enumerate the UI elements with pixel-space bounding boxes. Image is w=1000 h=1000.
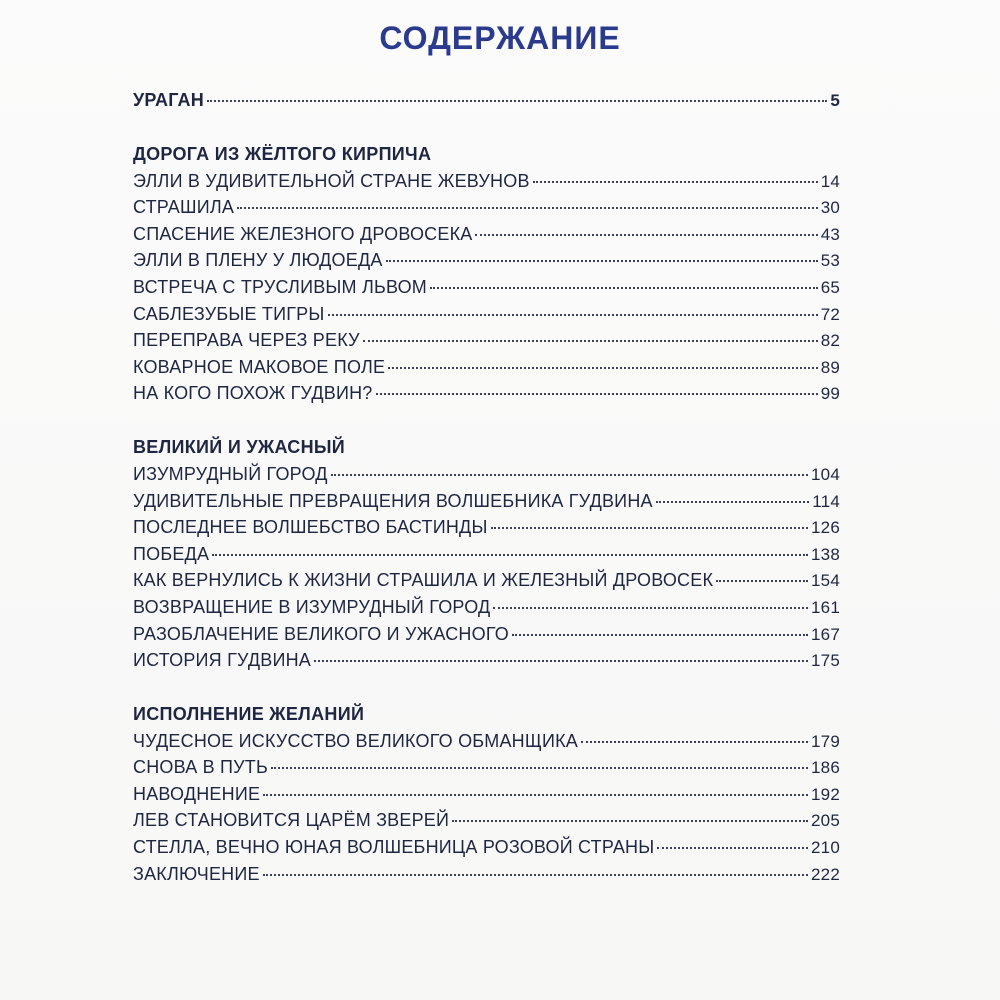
toc-entry-title: ВСТРЕЧА С ТРУСЛИВЫМ ЛЬВОМ [133, 276, 427, 297]
toc-entry [133, 274, 840, 301]
toc-entry [133, 354, 840, 381]
toc-entry [133, 567, 840, 594]
toc-entry-page: 5 [830, 91, 840, 110]
toc-entry [133, 514, 840, 541]
dot-leader [212, 554, 808, 556]
toc-entry-title: СПАСЕНИЕ ЖЕЛЕЗНОГО ДРОВОСЕКА [133, 223, 473, 244]
toc-entry [133, 834, 840, 861]
toc-entry-page: 175 [811, 651, 840, 671]
dot-leader [386, 260, 818, 262]
dot-leader [207, 100, 827, 102]
toc-entry [133, 807, 840, 834]
toc-entry [133, 461, 840, 488]
toc-entry-title: НАВОДНЕНИЕ [133, 783, 261, 804]
toc-entry [133, 594, 840, 621]
toc-entry-title: ЧУДЕСНОЕ ИСКУССТВО ВЕЛИКОГО ОБМАНЩИКА [133, 730, 578, 751]
toc-part [133, 701, 840, 888]
toc-entry-page: 65 [820, 277, 840, 297]
toc-prologue [133, 87, 840, 114]
toc-entry-title: ПОСЛЕДНЕЕ ВОЛШЕБСТВО БАСТИНДЫ [133, 517, 488, 538]
toc-entry [133, 754, 840, 781]
toc-entry-page: 222 [811, 864, 840, 884]
dot-leader [452, 820, 808, 822]
toc-entry-page: 186 [811, 758, 840, 778]
toc-entry-page: 104 [811, 464, 840, 484]
dot-leader [656, 501, 810, 503]
toc-entry-title: ИСТОРИЯ ГУДВИНА [133, 650, 311, 671]
toc-entry [133, 194, 840, 221]
toc-entry-title: ИЗУМРУДНЫЙ ГОРОД [133, 463, 328, 484]
toc-entry-page: 53 [820, 251, 840, 271]
toc-entry-page: 99 [820, 384, 840, 404]
dot-leader [263, 874, 808, 876]
part-heading: ИСПОЛНЕНИЕ ЖЕЛАНИЙ [133, 703, 365, 724]
toc-entry-title: САБЛЕЗУБЫЕ ТИГРЫ [133, 303, 325, 324]
toc-entry-page: 114 [812, 491, 840, 511]
toc-entry-page: 192 [811, 784, 840, 804]
dot-leader [271, 767, 808, 769]
toc-entry-title: ПЕРЕПРАВА ЧЕРЕЗ РЕКУ [133, 330, 360, 351]
toc-entry [133, 541, 840, 568]
toc-entry [133, 728, 840, 755]
dot-leader [363, 340, 818, 342]
dot-leader [716, 580, 808, 582]
toc-entry-title: ЗАКЛЮЧЕНИЕ [133, 863, 260, 884]
dot-leader [657, 847, 808, 849]
toc-entry [133, 247, 840, 274]
toc-entry-page: 14 [820, 171, 840, 191]
toc-entry-title: СТРАШИЛА [133, 197, 235, 218]
toc-entry [133, 87, 840, 114]
dot-leader [376, 393, 818, 395]
toc-entry-page: 210 [811, 838, 840, 858]
toc-part [133, 141, 840, 407]
dot-leader [328, 314, 818, 316]
toc-entry-page: 205 [811, 811, 840, 831]
toc-entry [133, 168, 840, 195]
toc-entry-title: ЭЛЛИ В УДИВИТЕЛЬНОЙ СТРАНЕ ЖЕВУНОВ [133, 170, 530, 191]
toc-entry-page: 154 [811, 571, 840, 591]
dot-leader [512, 634, 808, 636]
toc-entry-page: 30 [820, 198, 840, 218]
dot-leader [493, 607, 808, 609]
toc-entry-title: СТЕЛЛА, ВЕЧНО ЮНАЯ ВОЛШЕБНИЦА РОЗОВОЙ СТРАНЫ [133, 837, 655, 858]
toc-entry-page: 72 [820, 304, 840, 324]
toc-entry [133, 380, 840, 407]
toc-entry [133, 647, 840, 674]
toc-entry-page: 43 [820, 224, 840, 244]
toc-entry-page: 89 [820, 357, 840, 377]
toc-entry-title: ПОБЕДА [133, 543, 210, 564]
toc-entry-title: КАК ВЕРНУЛИСЬ К ЖИЗНИ СТРАШИЛА И ЖЕЛЕЗНЫЙ ДРОВОСЕК [133, 570, 714, 591]
toc-entry-page: 138 [811, 544, 840, 564]
toc-entry [133, 861, 840, 888]
toc-entry-title: РАЗОБЛАЧЕНИЕ ВЕЛИКОГО И УЖАСНОГО [133, 623, 509, 644]
page-title: СОДЕРЖАНИЕ [379, 20, 621, 56]
dot-leader [331, 474, 808, 476]
toc-entry-title: УРАГАН [133, 90, 204, 110]
toc-entry [133, 301, 840, 328]
toc-entry-page: 82 [820, 331, 840, 351]
toc-entry-title: ЛЕВ СТАНОВИТСЯ ЦАРЁМ ЗВЕРЕЙ [133, 810, 450, 831]
toc-entry-title: ВОЗВРАЩЕНИЕ В ИЗУМРУДНЫЙ ГОРОД [133, 596, 491, 617]
dot-leader [533, 181, 818, 183]
toc-entry-title: СНОВА В ПУТЬ [133, 757, 269, 778]
part-heading: ВЕЛИКИЙ И УЖАСНЫЙ [133, 436, 346, 457]
toc-entry-page: 179 [811, 731, 840, 751]
dot-leader [314, 660, 808, 662]
toc-entry [133, 327, 840, 354]
toc-entry-title: НА КОГО ПОХОЖ ГУДВИН? [133, 383, 373, 404]
toc-entry-title: ЭЛЛИ В ПЛЕНУ У ЛЮДОЕДА [133, 250, 383, 271]
toc-entry-title: КОВАРНОЕ МАКОВОЕ ПОЛЕ [133, 356, 386, 377]
table-of-contents [133, 87, 840, 887]
dot-leader [581, 741, 808, 743]
toc-part [133, 434, 840, 674]
toc-entry [133, 781, 840, 808]
toc-entry [133, 221, 840, 248]
part-heading: ДОРОГА ИЗ ЖЁЛТОГО КИРПИЧА [133, 143, 432, 164]
dot-leader [491, 527, 808, 529]
toc-entry [133, 488, 840, 515]
toc-entry-page: 167 [811, 624, 840, 644]
toc-entry-page: 161 [811, 597, 840, 617]
toc-entry-page: 126 [811, 518, 840, 538]
dot-leader [430, 287, 818, 289]
toc-entry [133, 621, 840, 648]
dot-leader [388, 367, 818, 369]
toc-entry-title: УДИВИТЕЛЬНЫЕ ПРЕВРАЩЕНИЯ ВОЛШЕБНИКА ГУДВИНА [133, 490, 653, 511]
dot-leader [475, 234, 817, 236]
dot-leader [263, 794, 808, 796]
dot-leader [237, 207, 818, 209]
